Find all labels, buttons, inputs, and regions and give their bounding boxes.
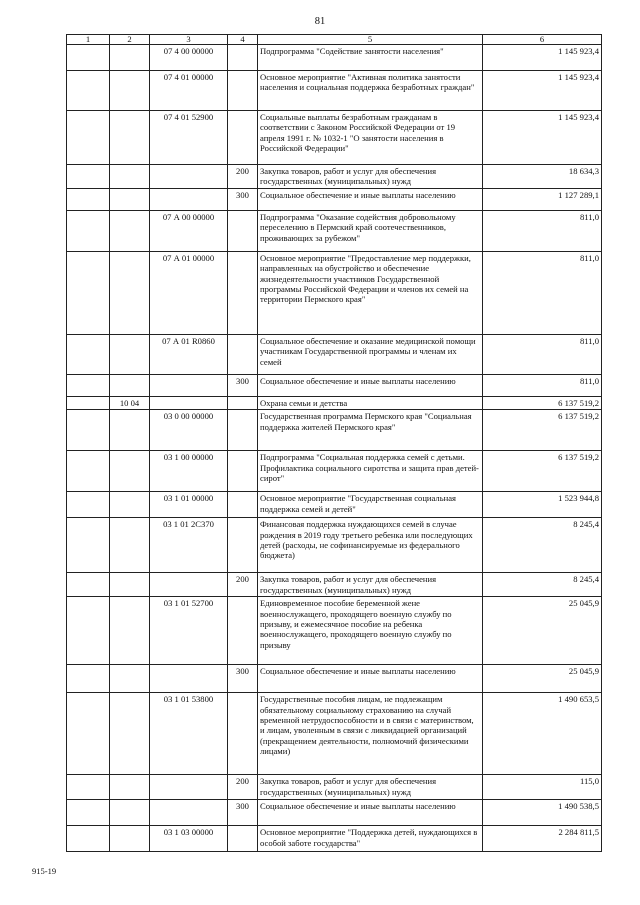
cell-col-2	[110, 165, 150, 189]
cell-col-6: 8 245,4	[483, 573, 602, 597]
cell-col-2	[110, 210, 150, 251]
table-row	[67, 693, 602, 775]
cell-col-1	[67, 518, 110, 573]
footer-code: 915-19	[32, 866, 57, 876]
cell-col-6: 811,0	[483, 210, 602, 251]
cell-col-1	[67, 334, 110, 374]
cell-col-1	[67, 665, 110, 693]
table-row	[67, 251, 602, 334]
cell-col-6: 6 137 519,2	[483, 451, 602, 492]
cell-col-6: 25 045,9	[483, 665, 602, 693]
table-row	[67, 573, 602, 597]
cell-col-1	[67, 111, 110, 165]
column-header-3: 3	[150, 35, 228, 45]
cell-col-6: 115,0	[483, 775, 602, 800]
cell-col-3	[150, 665, 228, 693]
cell-col-1	[67, 251, 110, 334]
cell-col-6: 811,0	[483, 334, 602, 374]
cell-col-3: 03 1 00 00000	[150, 451, 228, 492]
cell-col-4: 200	[228, 165, 258, 189]
cell-col-5: Закупка товаров, работ и услуг для обеспечения государственных (муниципальных) нужд	[258, 775, 483, 800]
cell-col-1	[67, 826, 110, 852]
cell-col-5: Социальное обеспечение и иные выплаты населению	[258, 665, 483, 693]
table-row	[67, 518, 602, 573]
cell-col-3	[150, 188, 228, 210]
cell-col-2	[110, 111, 150, 165]
cell-col-4	[228, 518, 258, 573]
cell-col-5: Социальное обеспечение и иные выплаты населению	[258, 800, 483, 826]
cell-col-5: Основное мероприятие "Предоставление мер поддержки, направленных на обустройство и обеспечение жизнедеятельности участников Государственной программы Российской Федерации и членов их семей на территории Пермского края"	[258, 251, 483, 334]
cell-col-6: 8 245,4	[483, 518, 602, 573]
cell-col-6: 1 490 653,5	[483, 693, 602, 775]
cell-col-2	[110, 334, 150, 374]
cell-col-3: 07 4 01 52900	[150, 111, 228, 165]
table-row	[67, 374, 602, 396]
table-row	[67, 451, 602, 492]
cell-col-3: 07 4 01 00000	[150, 71, 228, 111]
cell-col-5: Основное мероприятие "Активная политика занятости населения и социальная поддержка безработных граждан"	[258, 71, 483, 111]
cell-col-3	[150, 800, 228, 826]
cell-col-4: 300	[228, 800, 258, 826]
column-header-2: 2	[110, 35, 150, 45]
cell-col-2	[110, 693, 150, 775]
cell-col-1	[67, 693, 110, 775]
cell-col-3	[150, 374, 228, 396]
table-row	[67, 188, 602, 210]
table-body	[67, 45, 602, 852]
cell-col-2	[110, 71, 150, 111]
cell-col-2	[110, 492, 150, 518]
cell-col-4	[228, 111, 258, 165]
cell-col-5: Основное мероприятие "Поддержка детей, нуждающихся в особой заботе государства"	[258, 826, 483, 852]
cell-col-4: 300	[228, 374, 258, 396]
cell-col-1	[67, 165, 110, 189]
cell-col-6: 811,0	[483, 374, 602, 396]
cell-col-5: Подпрограмма "Социальная поддержка семей с детьми. Профилактика социального сиротства и защита прав детей-сирот"	[258, 451, 483, 492]
cell-col-2	[110, 451, 150, 492]
cell-col-6: 6 137 519,2	[483, 396, 602, 409]
cell-col-4	[228, 693, 258, 775]
table-row	[67, 45, 602, 71]
cell-col-3: 07 А 01 00000	[150, 251, 228, 334]
cell-col-6: 2 284 811,5	[483, 826, 602, 852]
cell-col-5: Социальные выплаты безработным гражданам в соответствии с Законом Российской Федерации от 19 апреля 1991 г. № 1032-1 "О занятости населения в Российской Федерации"	[258, 111, 483, 165]
cell-col-3: 03 1 01 52700	[150, 597, 228, 665]
table-row	[67, 800, 602, 826]
cell-col-3: 07 А 00 00000	[150, 210, 228, 251]
cell-col-1	[67, 451, 110, 492]
cell-col-4	[228, 597, 258, 665]
cell-col-4: 300	[228, 665, 258, 693]
cell-col-3: 03 1 01 00000	[150, 492, 228, 518]
cell-col-6: 25 045,9	[483, 597, 602, 665]
cell-col-4: 200	[228, 573, 258, 597]
cell-col-2	[110, 518, 150, 573]
cell-col-5: Основное мероприятие "Государственная социальная поддержка семей и детей"	[258, 492, 483, 518]
cell-col-5: Социальное обеспечение и иные выплаты населению	[258, 374, 483, 396]
cell-col-4	[228, 410, 258, 451]
cell-col-5: Подпрограмма "Содействие занятости населения"	[258, 45, 483, 71]
column-header-5: 5	[258, 35, 483, 45]
cell-col-3: 03 0 00 00000	[150, 410, 228, 451]
table-row	[67, 665, 602, 693]
cell-col-2	[110, 251, 150, 334]
cell-col-2	[110, 597, 150, 665]
cell-col-5: Финансовая поддержка нуждающихся семей в случае рождения в 2019 году третьего ребенка или последующих детей (расходы, не софинансируемые из федерального бюджета)	[258, 518, 483, 573]
cell-col-1	[67, 492, 110, 518]
cell-col-6: 1 523 944,8	[483, 492, 602, 518]
cell-col-4	[228, 492, 258, 518]
cell-col-2	[110, 573, 150, 597]
cell-col-2	[110, 775, 150, 800]
cell-col-3: 03 1 01 53800	[150, 693, 228, 775]
table-row	[67, 165, 602, 189]
cell-col-1	[67, 775, 110, 800]
cell-col-6: 1 145 923,4	[483, 111, 602, 165]
cell-col-2: 10 04	[110, 396, 150, 409]
table-row	[67, 210, 602, 251]
cell-col-5: Закупка товаров, работ и услуг для обеспечения государственных (муниципальных) нужд	[258, 573, 483, 597]
cell-col-5: Государственная программа Пермского края "Социальная поддержка жителей Пермского края"	[258, 410, 483, 451]
cell-col-5: Социальное обеспечение и иные выплаты населению	[258, 188, 483, 210]
cell-col-6: 811,0	[483, 251, 602, 334]
cell-col-5: Охрана семьи и детства	[258, 396, 483, 409]
cell-col-3: 07 4 00 00000	[150, 45, 228, 71]
cell-col-1	[67, 45, 110, 71]
cell-col-4	[228, 826, 258, 852]
table-row	[67, 597, 602, 665]
cell-col-4	[228, 71, 258, 111]
cell-col-5: Государственные пособия лицам, не подлежащим обязательному социальному страхованию на случай временной нетрудоспособности и в связи с материнством, и лицам, уволенным в связи с ликвидацией организаций (прекращением деятельности, полномочий физическими лицами)	[258, 693, 483, 775]
cell-col-1	[67, 188, 110, 210]
cell-col-1	[67, 71, 110, 111]
table-row	[67, 492, 602, 518]
cell-col-4: 200	[228, 775, 258, 800]
cell-col-5: Единовременное пособие беременной жене военнослужащего, проходящего военную службу по призыву, и ежемесячное пособие на ребенка военнослужащего, проходящего военную службу по призыву	[258, 597, 483, 665]
cell-col-4	[228, 45, 258, 71]
column-header-row	[67, 35, 602, 45]
cell-col-3: 03 1 01 2С370	[150, 518, 228, 573]
cell-col-5: Закупка товаров, работ и услуг для обеспечения государственных (муниципальных) нужд	[258, 165, 483, 189]
cell-col-6: 1 490 538,5	[483, 800, 602, 826]
cell-col-1	[67, 800, 110, 826]
cell-col-1	[67, 573, 110, 597]
table-row	[67, 396, 602, 409]
cell-col-4: 300	[228, 188, 258, 210]
cell-col-1	[67, 597, 110, 665]
cell-col-3	[150, 573, 228, 597]
cell-col-6: 18 634,3	[483, 165, 602, 189]
cell-col-5: Социальное обеспечение и оказание медицинской помощи участникам Государственной программы и членам их семей	[258, 334, 483, 374]
cell-col-4	[228, 451, 258, 492]
table-row	[67, 334, 602, 374]
cell-col-4	[228, 396, 258, 409]
cell-col-6: 6 137 519,2	[483, 410, 602, 451]
table-row	[67, 71, 602, 111]
cell-col-2	[110, 188, 150, 210]
table-row	[67, 111, 602, 165]
table-row	[67, 410, 602, 451]
column-header-6: 6	[483, 35, 602, 45]
cell-col-3: 07 А 01 R0860	[150, 334, 228, 374]
cell-col-4	[228, 334, 258, 374]
table-row	[67, 826, 602, 852]
cell-col-2	[110, 826, 150, 852]
cell-col-6: 1 145 923,4	[483, 71, 602, 111]
cell-col-3	[150, 396, 228, 409]
column-header-1: 1	[67, 35, 110, 45]
budget-table	[66, 34, 602, 852]
cell-col-1	[67, 410, 110, 451]
cell-col-4	[228, 251, 258, 334]
cell-col-1	[67, 210, 110, 251]
cell-col-1	[67, 396, 110, 409]
cell-col-3: 03 1 03 00000	[150, 826, 228, 852]
cell-col-5: Подпрограмма "Оказание содействия добровольному переселению в Пермский край соотечественников, проживающих за рубежом"	[258, 210, 483, 251]
cell-col-2	[110, 665, 150, 693]
cell-col-2	[110, 800, 150, 826]
cell-col-2	[110, 374, 150, 396]
table-row	[67, 775, 602, 800]
cell-col-2	[110, 45, 150, 71]
cell-col-3	[150, 165, 228, 189]
cell-col-1	[67, 374, 110, 396]
cell-col-6: 1 127 289,1	[483, 188, 602, 210]
page-number: 81	[314, 16, 326, 27]
column-header-4: 4	[228, 35, 258, 45]
cell-col-2	[110, 410, 150, 451]
cell-col-6: 1 145 923,4	[483, 45, 602, 71]
cell-col-4	[228, 210, 258, 251]
cell-col-3	[150, 775, 228, 800]
